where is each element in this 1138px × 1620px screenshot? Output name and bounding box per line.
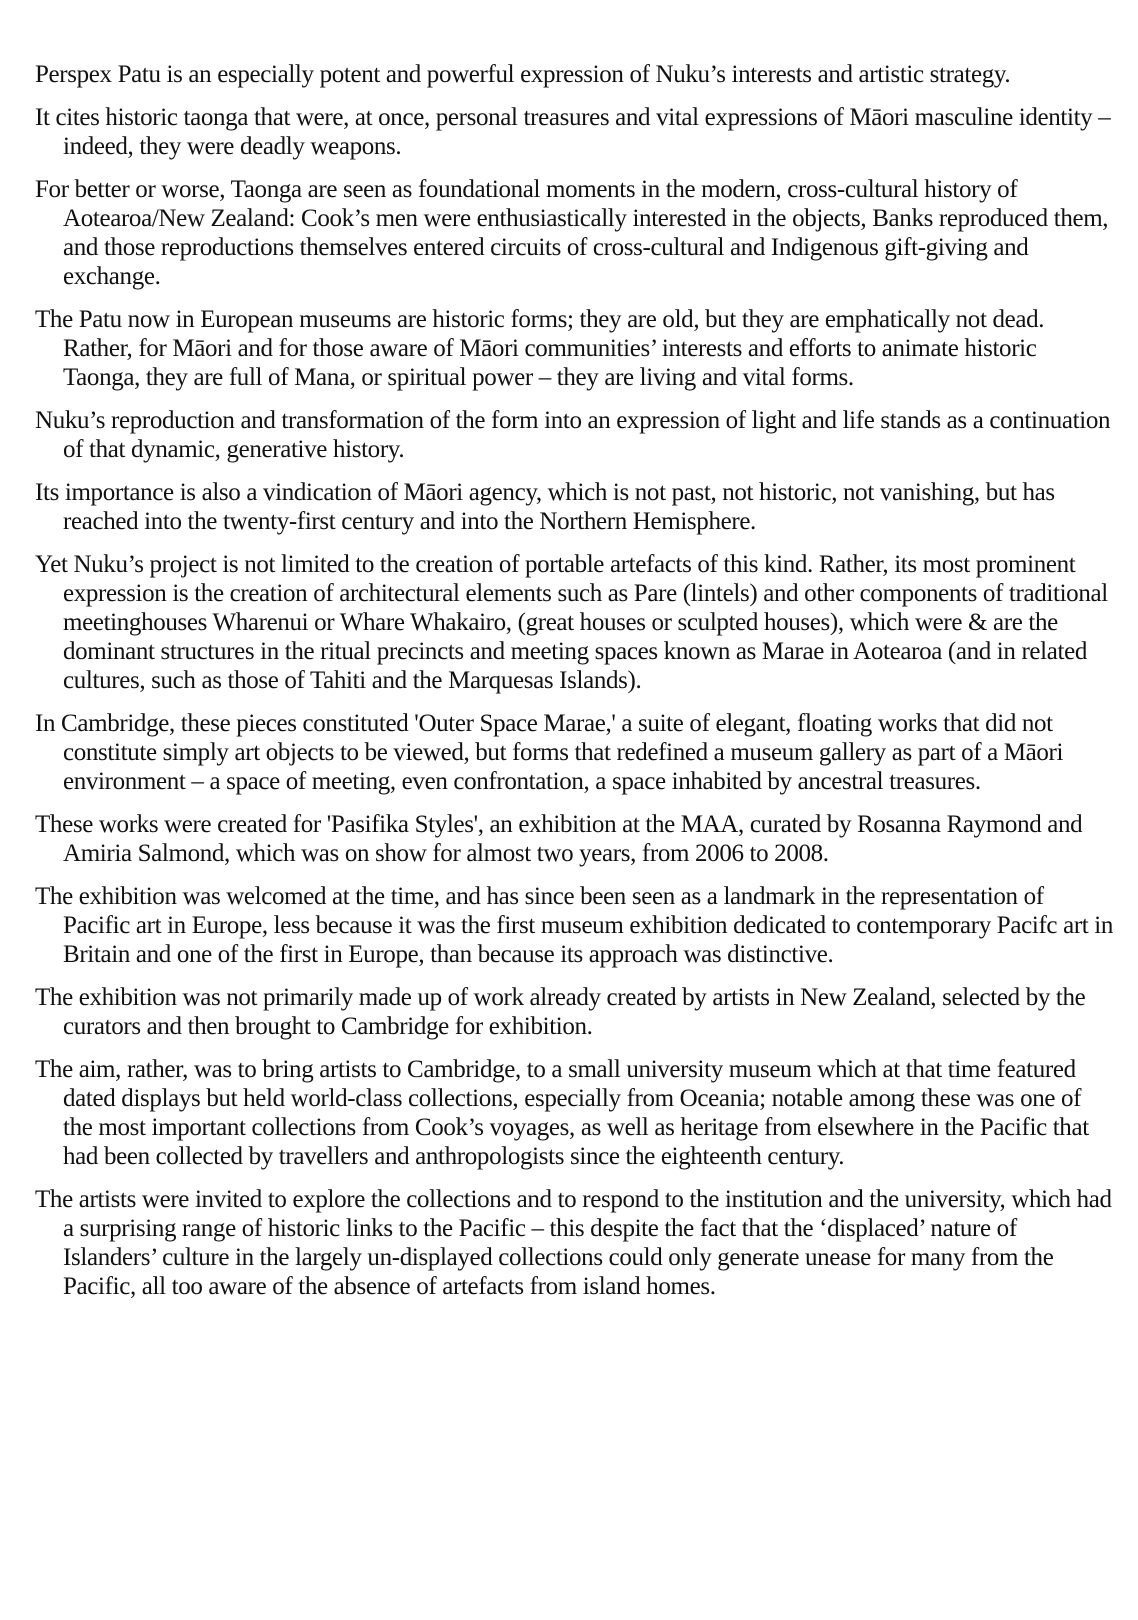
paragraph-6: Its importance is also a vindication of Māori agency, which is not past, not historic, not vanishing, but has reached into the twenty-first century and into the Northern Hemisphere. bbox=[35, 479, 1055, 535]
paragraph-2: It cites historic taonga that were, at once, personal treasures and vital expressions of Māori masculine identity – indeed, they were deadly weapons. bbox=[35, 104, 1111, 160]
paragraph-9: These works were created for 'Pasifika Styles', an exhibition at the MAA, curated by Rosanna Raymond and Amiria Salmond, which was on show for almost two years, from 2006 to 2008. bbox=[35, 811, 1083, 867]
paragraph-13: The artists were invited to explore the collections and to respond to the institution and the university, which had a surprising range of historic links to the Pacific – this despite the fact that the ‘displaced’ nature of Islanders’ culture in the largely un-displayed collections could only generate unease for many from the Pacific, all too aware of the absence of artefacts from island homes. bbox=[35, 1186, 1112, 1300]
paragraph-5: Nuku’s reproduction and transformation of the form into an expression of light and life stands as a continuation of that dynamic, generative history. bbox=[35, 407, 1111, 463]
paragraph-8: In Cambridge, these pieces constituted 'Outer Space Marae,' a suite of elegant, floating works that did not constitute simply art objects to be viewed, but forms that redefined a museum gallery as part of a Māori environment – a space of meeting, even confrontation, a space inhabited by ancestral treasures. bbox=[35, 710, 1064, 795]
paragraph-10: The exhibition was welcomed at the time, and has since been seen as a landmark in the representation of Pacific art in Europe, less because it was the first museum exhibition dedicated to contemporary Pacifc art in Britain and one of the first in Europe, than because its approach was distinctive. bbox=[35, 883, 1114, 968]
paragraph-1: Perspex Patu is an especially potent and powerful expression of Nuku’s interests and artistic strategy. bbox=[35, 61, 1011, 88]
paragraph-4: The Patu now in European museums are historic forms; they are old, but they are emphatically not dead. Rather, for Māori and for those aware of Māori communities’ interests and efforts to animate historic Taonga, they are full of Mana, or spiritual power – they are living and vital forms. bbox=[35, 306, 1045, 391]
document-body bbox=[35, 60, 1115, 1315]
paragraph-11: The exhibition was not primarily made up of work already created by artists in New Zealand, selected by the curators and then brought to Cambridge for exhibition. bbox=[35, 984, 1086, 1040]
paragraph-3: For better or worse, Taonga are seen as foundational moments in the modern, cross-cultural history of Aotearoa/New Zealand: Cook’s men were enthusiastically interested in the objects, Banks reproduced them, and those reproductions themselves entered circuits of cross-cultural and Indigenous gift-giving and exchange. bbox=[35, 176, 1109, 290]
paragraph-7: Yet Nuku’s project is not limited to the creation of portable artefacts of this kind. Rather, its most prominent expression is the creation of architectural elements such as Pare (lintels) and other components of traditional meetinghouses Wharenui or Whare Whakairo, (great houses or sculpted houses), which were & are the dominant structures in the ritual precincts and meeting spaces known as Marae in Aotearoa (and in related cultures, such as those of Tahiti and the Marquesas Islands). bbox=[35, 551, 1108, 694]
paragraph-12: The aim, rather, was to bring artists to Cambridge, to a small university museum which at that time featured dated displays but held world-class collections, especially from Oceania; notable among these was one of the most important collections from Cook’s voyages, as well as heritage from elsewhere in the Pacific that had been collected by travellers and anthropologists since the eighteenth century. bbox=[35, 1056, 1089, 1170]
